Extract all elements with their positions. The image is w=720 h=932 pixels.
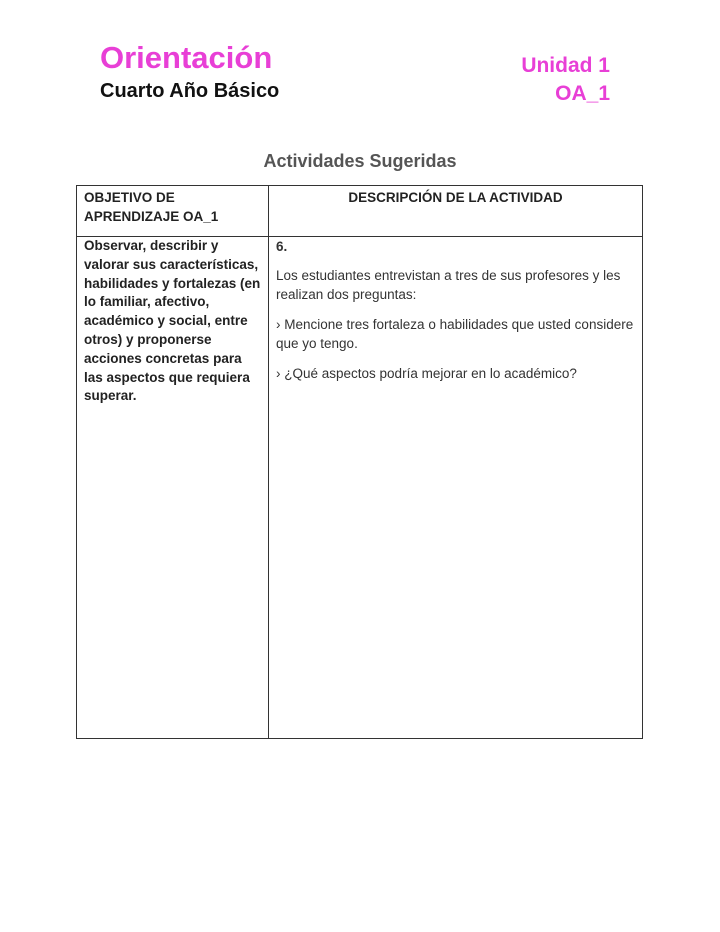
activity-number: 6. — [276, 239, 288, 254]
activity-column-header: DESCRIPCIÓN DE LA ACTIVIDAD — [348, 190, 563, 205]
activity-description — [276, 237, 638, 394]
activity-intro: Los estudiantes entrevistan a tres de sus profesores y les realizan dos preguntas: — [276, 268, 621, 302]
activities-table — [76, 185, 643, 739]
page-title: Orientación — [100, 40, 273, 75]
oa-label: OA_1 — [555, 82, 610, 105]
question-1: › Mencione tres fortaleza o habilidades que usted considere que yo tengo. — [276, 317, 634, 351]
page-subtitle: Cuarto Año Básico — [100, 80, 280, 102]
objective-text: Observar, describir y valorar sus características, habilidades y fortalezas (en lo familiar, afectivo, académico y social, entre otros) y proponerse acciones concretas para las aspectos que requiera superar. — [84, 238, 261, 404]
unit-label: Unidad 1 — [521, 54, 610, 77]
column-divider — [268, 186, 269, 738]
objective-column-header: OBJETIVO DE APRENDIZAJE OA_1 — [84, 190, 219, 224]
section-title: Actividades Sugeridas — [263, 151, 457, 171]
question-2: › ¿Qué aspectos podría mejorar en lo académico? — [276, 366, 577, 381]
